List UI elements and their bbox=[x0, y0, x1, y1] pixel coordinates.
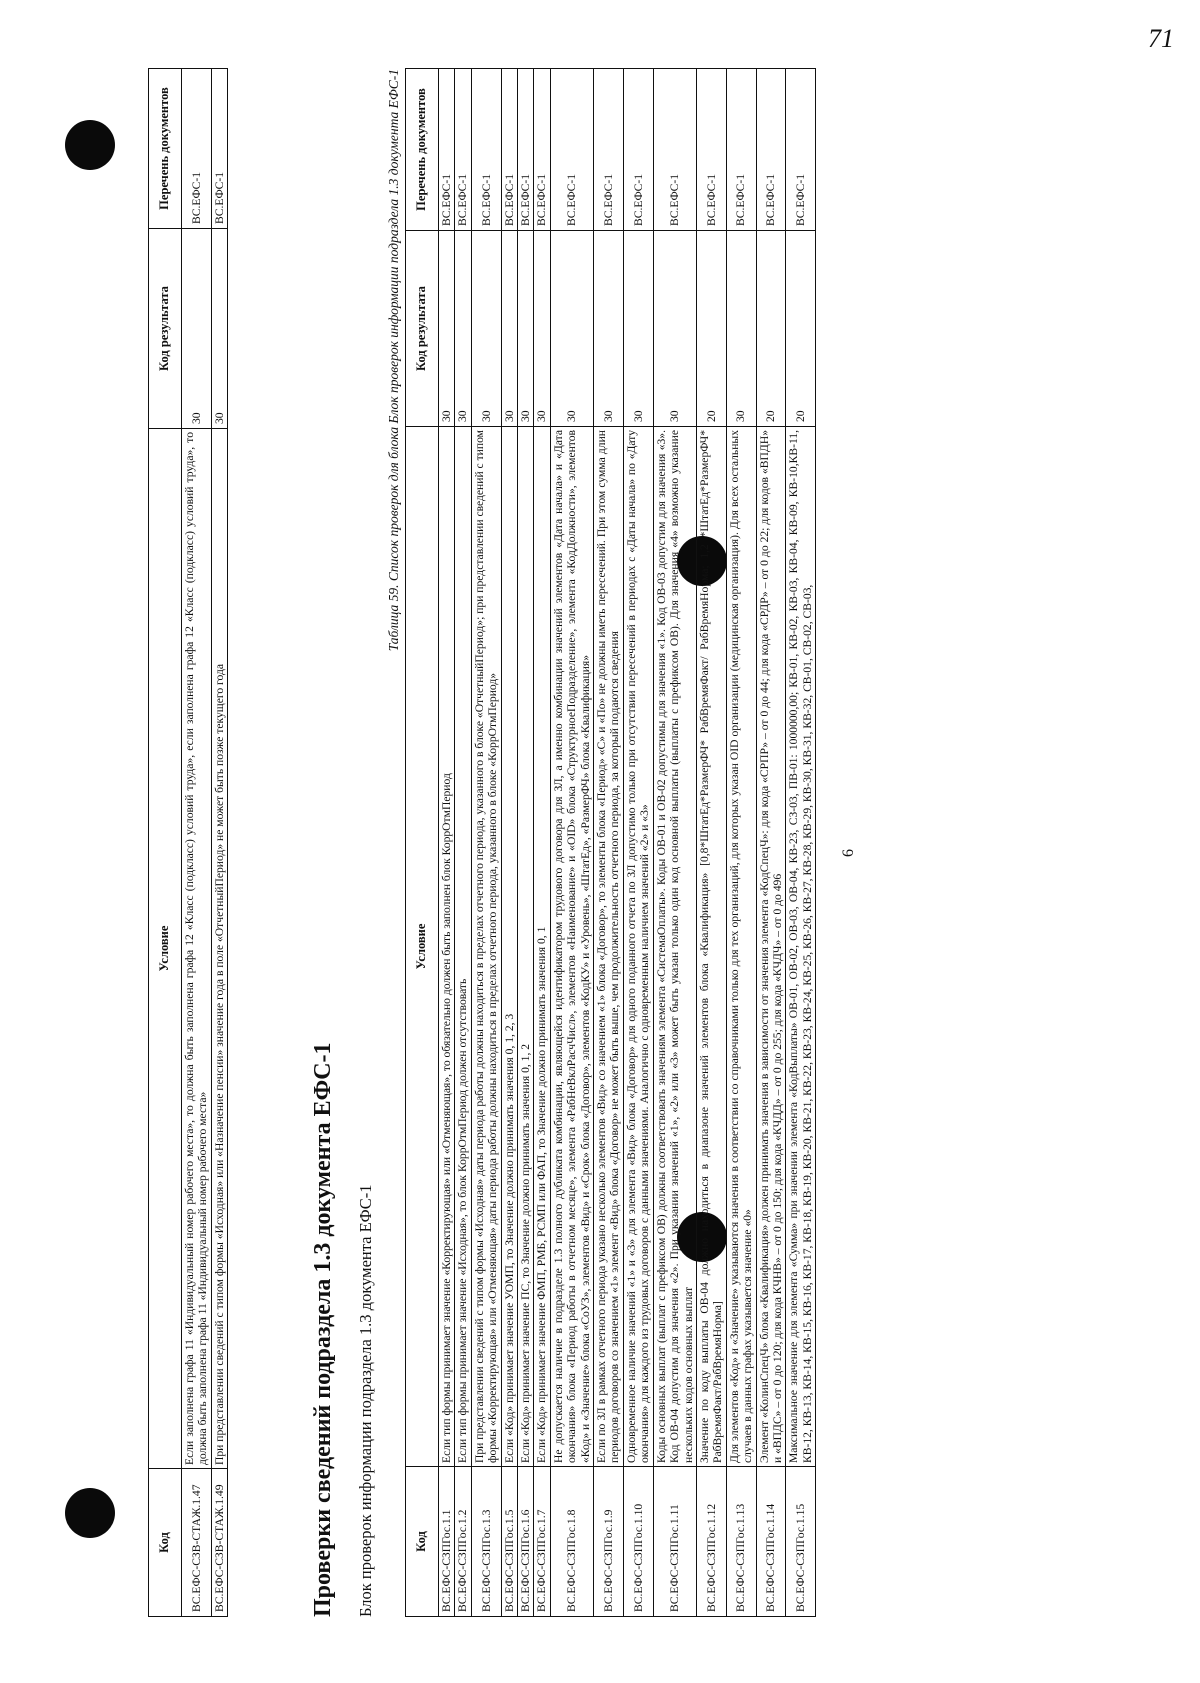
table-top-body bbox=[182, 69, 228, 1617]
cell-condition: Не допускается наличие в подразделе 1.3 полного дубликата комбинации, являющейся идентификатором трудового договора для ЗЛ, а именно комбинации значений элементов «Дата начала» и «Дата окончания» блока «Период работы в отчетном месяце», элемента «РабНеВклРасчЧисл», элементов «Наименование» и «OID» блока «СтруктурноеПодразделение», элемента «КодДолжности», элементов «Код» и «Значение» блока «СоУЗ», элементов «Вид» и «Срок» блока «Договор», элементов «КодКУ» и «Уровень», «ШтатЕд», «РазмерФЧ» блока «Квалификация» bbox=[550, 427, 593, 1467]
cell-result: 30 bbox=[550, 231, 593, 427]
table-main-body bbox=[439, 69, 816, 1617]
cell-docs: ВС.ЕФС-1 bbox=[594, 69, 624, 231]
cell-docs: ВС.ЕФС-1 bbox=[501, 69, 517, 231]
cell-code: ВС.ЕФС-СЗПГос.1.15 bbox=[786, 1467, 816, 1617]
cell-condition: Если «Код» принимает значение УОМП, то Значение должно принимать значения 0, 1, 2, 3 bbox=[501, 427, 517, 1467]
cell-code: ВС.ЕФС-СЗВ-СТАЖ.1.49 bbox=[211, 1469, 227, 1617]
cell-condition: Если тип формы принимает значение «Корректирующая» или «Отменяющая», то обязательно должен быть заполнен блок КоррОтмПериод bbox=[439, 427, 455, 1467]
handwritten-page-mark: 71 bbox=[1148, 24, 1174, 53]
cell-condition: При представлении сведений с типом формы «Исходная» даты периода работы должны находиться в пределах отчетного периода, указанного в блоке «ОтчетныйПериод»; при представлении сведений с типом формы «Корректирующая» или «Отменяющая» даты периода работы должны находиться в пределах отчетного периода, указанного в блоке «КоррОтмПериод» bbox=[471, 427, 501, 1467]
cell-code: ВС.ЕФС-СЗПГос.1.2 bbox=[455, 1467, 471, 1617]
cell-condition: Для элементов «Код» и «Значение» указываются значения в соответствии со справочниками только для тех организаций, для которых указан OID организации (медицинская организация). Для всех остальных случаев в данных графах указывается значение «0» bbox=[726, 427, 756, 1467]
cell-result: 20 bbox=[696, 231, 726, 427]
cell-condition: Одновременное наличие значений «1» и «3» для элемента «Вид» блока «Договор» для одного поданного отчета по ЗЛ допустимо только при отсутствии пересечений в периодах с «Даты начала» по «Дату окончания» для каждого из трудовых договоров с данными значениями. Аналогично с одновременным наличием значений «2» и «3» bbox=[623, 427, 653, 1467]
rotated-page bbox=[148, 57, 1200, 1617]
col-header-condition: Условие bbox=[149, 429, 182, 1469]
cell-docs: ВС.ЕФС-1 bbox=[786, 69, 816, 231]
cell-result: 30 bbox=[211, 229, 227, 429]
cell-code: ВС.ЕФС-СЗПГос.1.8 bbox=[550, 1467, 593, 1617]
cell-docs: ВС.ЕФС-1 bbox=[653, 69, 696, 231]
cell-code: ВС.ЕФС-СЗПГос.1.10 bbox=[623, 1467, 653, 1617]
cell-result: 30 bbox=[471, 231, 501, 427]
cell-docs: ВС.ЕФС-1 bbox=[518, 69, 534, 231]
table-row bbox=[439, 69, 455, 1617]
cell-condition: Максимальное значение для элемента «Сумма» при значении элемента «КодВыплаты» ОВ-01, ОВ-02, ОВ-03, ОВ-04, КВ-23, СЗ-03, ПВ-01: 1000000,00; КВ-01, КВ-02, КВ-03, КВ-04, КВ-09, КВ-10,КВ-11, КВ-12, КВ-13, КВ-14, КВ-15, КВ-16, КВ-17, КВ-18, КВ-19, КВ-20, КВ-21, КВ-22, КВ-23, КВ-24, КВ-25, КВ-26, КВ-27, КВ-28, КВ-29, КВ-30, КВ-31, КВ-32, СВ-01, СВ-02, СВ-03, bbox=[786, 427, 816, 1467]
cell-result: 30 bbox=[518, 231, 534, 427]
table-row bbox=[182, 69, 212, 1617]
cell-condition: Если заполнена графа 11 «Индивидуальный номер рабочего места», то должна быть заполнена графа 12 «Класс (подкласс) условий труда», если заполнена графа 12 «Класс (подкласс) условий труда», то должна быть заполнена графа 11 «Индивидуальный номер рабочего места» bbox=[182, 429, 212, 1469]
cell-code: ВС.ЕФС-СЗПГос.1.13 bbox=[726, 1467, 756, 1617]
cell-docs: ВС.ЕФС-1 bbox=[623, 69, 653, 231]
cell-docs: ВС.ЕФС-1 bbox=[696, 69, 726, 231]
cell-result: 20 bbox=[756, 231, 786, 427]
cell-result: 30 bbox=[182, 229, 212, 429]
cell-code: ВС.ЕФС-СЗПГос.1.12 bbox=[696, 1467, 726, 1617]
punch-hole bbox=[65, 1488, 115, 1538]
cell-code: ВС.ЕФС-СЗПГос.1.6 bbox=[518, 1467, 534, 1617]
cell-condition: Значение по коду выплаты ОВ-04 должно находиться в диапазоне значений элементов блока «Квалификация» [0,8*ШтатЕд*РазмерФЧ* РабВремяФакт/ РабВремяНорма; 1,2 *ШтатЕд*РазмерФЧ* РабВремяФакт/РабВремяНорма] bbox=[696, 427, 726, 1467]
cell-code: ВС.ЕФС-СЗПГос.1.5 bbox=[501, 1467, 517, 1617]
table-row bbox=[455, 69, 471, 1617]
table-row bbox=[653, 69, 696, 1617]
table-main bbox=[405, 68, 816, 1617]
cell-docs: ВС.ЕФС-1 bbox=[534, 69, 550, 231]
cell-docs: ВС.ЕФС-1 bbox=[439, 69, 455, 231]
cell-result: 30 bbox=[439, 231, 455, 427]
table-row bbox=[518, 69, 534, 1617]
cell-result: 30 bbox=[623, 231, 653, 427]
cell-condition: Если «Код» принимает значение ПС, то Значение должно принимать значения 0, 1, 2 bbox=[518, 427, 534, 1467]
cell-condition: При представлении сведений с типом формы «Исходная» или «Назначение пенсии» значение года в поле «ОтчетныйПериод» не может быть позже текущего года bbox=[211, 429, 227, 1469]
cell-docs: ВС.ЕФС-1 bbox=[726, 69, 756, 231]
table-row bbox=[756, 69, 786, 1617]
cell-code: ВС.ЕФС-СЗПГос.1.7 bbox=[534, 1467, 550, 1617]
col-header-condition: Условие bbox=[406, 427, 439, 1467]
col-header-result: Код результата bbox=[406, 231, 439, 427]
table-row bbox=[534, 69, 550, 1617]
cell-docs: ВС.ЕФС-1 bbox=[182, 69, 212, 229]
table-row bbox=[550, 69, 593, 1617]
section-subheading: Блок проверок информации подраздела 1.3 документа ЕФС-1 bbox=[356, 1184, 375, 1617]
col-header-docs: Перечень документов bbox=[149, 69, 182, 229]
col-header-code: Код bbox=[149, 1469, 182, 1617]
col-header-docs: Перечень документов bbox=[406, 69, 439, 231]
cell-code: ВС.ЕФС-СЗПГос.1.9 bbox=[594, 1467, 624, 1617]
cell-condition: Коды основных выплат (выплат с префиксом ОВ) должны соответствовать значениям элемента «СистемаОплаты». Коды ОВ-01 и ОВ-02 допустимы для значения «1». Код ОВ-03 допустим для значения «3». Код ОВ-04 допустим для значения «2». При указании значений «1», «2» или «3» может быть указан только один код основной выплаты (выплаты с префиксом ОВ). Для значения «4» возможно указание нескольких кодов основных выплат bbox=[653, 427, 696, 1467]
section-heading: Проверки сведений подраздела 1.3 документа ЕФС-1 bbox=[310, 1042, 336, 1617]
cell-docs: ВС.ЕФС-1 bbox=[550, 69, 593, 231]
cell-code: ВС.ЕФС-СЗПГос.1.3 bbox=[471, 1467, 501, 1617]
table-row bbox=[501, 69, 517, 1617]
table-row bbox=[471, 69, 501, 1617]
cell-condition: Если тип формы принимает значение «Исходная», то блок КоррОтмПериод должен отсутствовать bbox=[455, 427, 471, 1467]
cell-docs: ВС.ЕФС-1 bbox=[471, 69, 501, 231]
table-row bbox=[623, 69, 653, 1617]
table-header-row bbox=[406, 69, 439, 1617]
cell-docs: ВС.ЕФС-1 bbox=[756, 69, 786, 231]
cell-docs: ВС.ЕФС-1 bbox=[455, 69, 471, 231]
cell-condition: Если «Код» принимает значение ФМП, РМБ, РСМП или ФАП, то Значение должно принимать значения 0, 1 bbox=[534, 427, 550, 1467]
cell-docs: ВС.ЕФС-1 bbox=[211, 69, 227, 229]
col-header-code: Код bbox=[406, 1467, 439, 1617]
table-caption: Таблица 59. Список проверок для блока Блок проверок информации подраздела 1.3 документа ЕФС-1 bbox=[386, 69, 401, 652]
table-row bbox=[594, 69, 624, 1617]
table-header-row bbox=[149, 69, 182, 1617]
table-row bbox=[726, 69, 756, 1617]
cell-condition: Элемент «КолинСпецЧ» блока «Квалификация» должен принимать значения в зависимости от значения элемента «КодСпецЧ»: для кода «СРПР» – от 0 до 44; для кода «СРДР» – от 0 до 22; для кодов «ВПДН» и «ВПДС» – от 0 до 120; для кода КЧНВ» – от 0 до 150; для кода «КЧДД» – от 0 до 255; для кода «КЧДЧ» – от 0 до 496 bbox=[756, 427, 786, 1467]
table-row bbox=[786, 69, 816, 1617]
cell-code: ВС.ЕФС-СЗВ-СТАЖ.1.47 bbox=[182, 1469, 212, 1617]
cell-result: 30 bbox=[501, 231, 517, 427]
cell-condition: Если по ЗЛ в рамках отчетного периода указано несколько элементов «Вид» со значением «1» блока «Договор», то элементы блока «Период» «С» и «По» не должны иметь пересечений. При этом сумма длин периодов договоров со значением «1» элемент «Вид» блока «Договор» не может быть выше, чем продолжительность отчетного периода, за который подаются сведения bbox=[594, 427, 624, 1467]
cell-result: 30 bbox=[726, 231, 756, 427]
cell-result: 20 bbox=[786, 231, 816, 427]
table-row bbox=[211, 69, 227, 1617]
cell-code: ВС.ЕФС-СЗПГос.1.11 bbox=[653, 1467, 696, 1617]
table-row bbox=[696, 69, 726, 1617]
col-header-result: Код результата bbox=[149, 229, 182, 429]
cell-result: 30 bbox=[594, 231, 624, 427]
table-top bbox=[148, 68, 228, 1617]
cell-result: 30 bbox=[534, 231, 550, 427]
cell-result: 30 bbox=[455, 231, 471, 427]
cell-code: ВС.ЕФС-СЗПГос.1.14 bbox=[756, 1467, 786, 1617]
punch-hole bbox=[65, 120, 115, 170]
page-number: 6 bbox=[840, 849, 857, 857]
cell-code: ВС.ЕФС-СЗПГос.1.1 bbox=[439, 1467, 455, 1617]
cell-result: 30 bbox=[653, 231, 696, 427]
